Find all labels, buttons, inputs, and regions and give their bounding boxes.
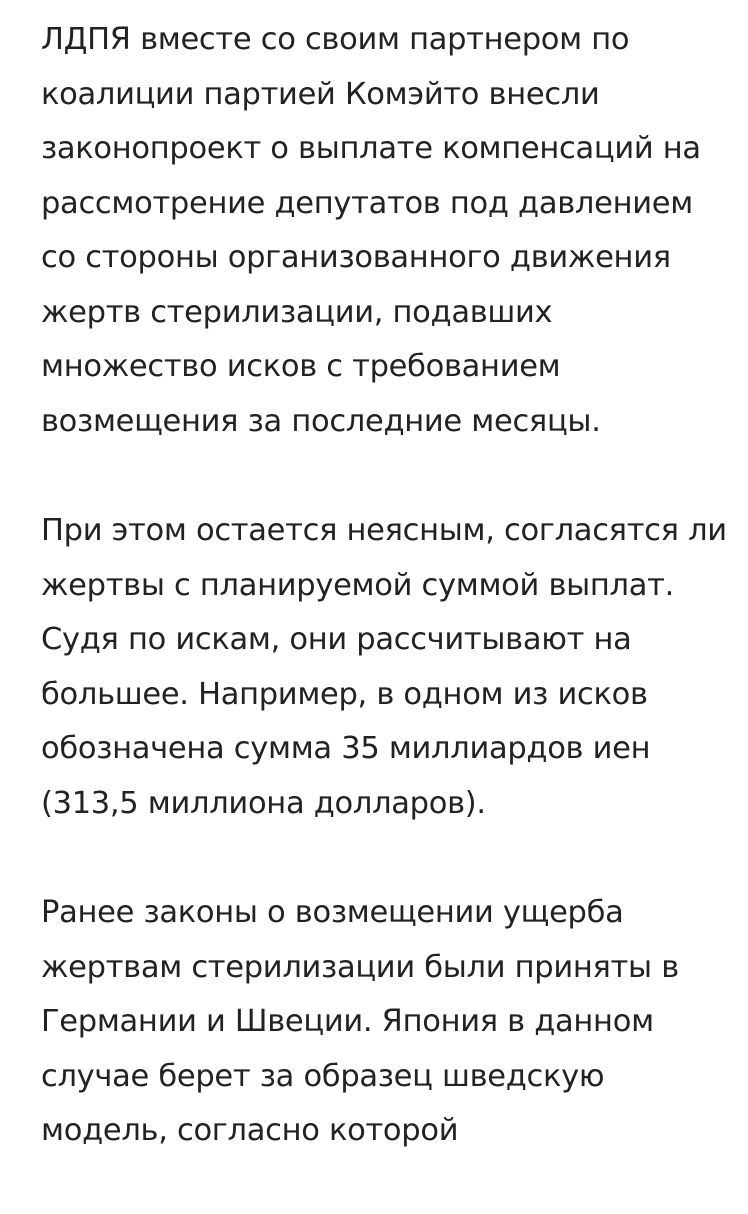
text-line: коалиции партией Комэйто внесли: [41, 76, 600, 112]
text-line: ЛДПЯ вместе со своим партнером по: [41, 22, 630, 57]
text-line: жертвам стерилизации были приняты в: [41, 949, 679, 985]
paragraph-3: [41, 886, 731, 1159]
text-line: возмещения за последние месяцы.: [41, 403, 601, 439]
text-line: жертв стерилизации, подавших: [41, 294, 553, 330]
text-line: Германии и Швеции. Япония в данном: [41, 1004, 654, 1039]
paragraph-1: [41, 13, 731, 449]
text-line: законопроект о выплате компенсаций на: [41, 131, 701, 166]
text-line: со стороны организованного движения: [41, 240, 671, 275]
text-line: множество исков с требованием: [41, 349, 561, 384]
text-line: большее. Например, в одном из исков: [41, 676, 648, 712]
text-line: жертвы с планируемой суммой выплат.: [41, 567, 674, 603]
text-line: Судя по искам, они рассчитывают на: [41, 622, 632, 657]
article-body: [41, 13, 731, 1214]
text-line: обозначена сумма 35 миллиардов иен: [41, 731, 651, 766]
paragraph-2: [41, 504, 731, 831]
text-line: случае берет за образец шведскую: [41, 1058, 605, 1094]
text-line: рассмотрение депутатов под давлением: [41, 185, 693, 221]
text-line: (313,5 миллиона долларов).: [41, 785, 486, 821]
text-line: Ранее законы о возмещении ущерба: [41, 895, 624, 930]
text-line: модель, согласно которой: [41, 1113, 459, 1148]
text-line: При этом остается неясным, согласятся ли: [41, 513, 727, 548]
